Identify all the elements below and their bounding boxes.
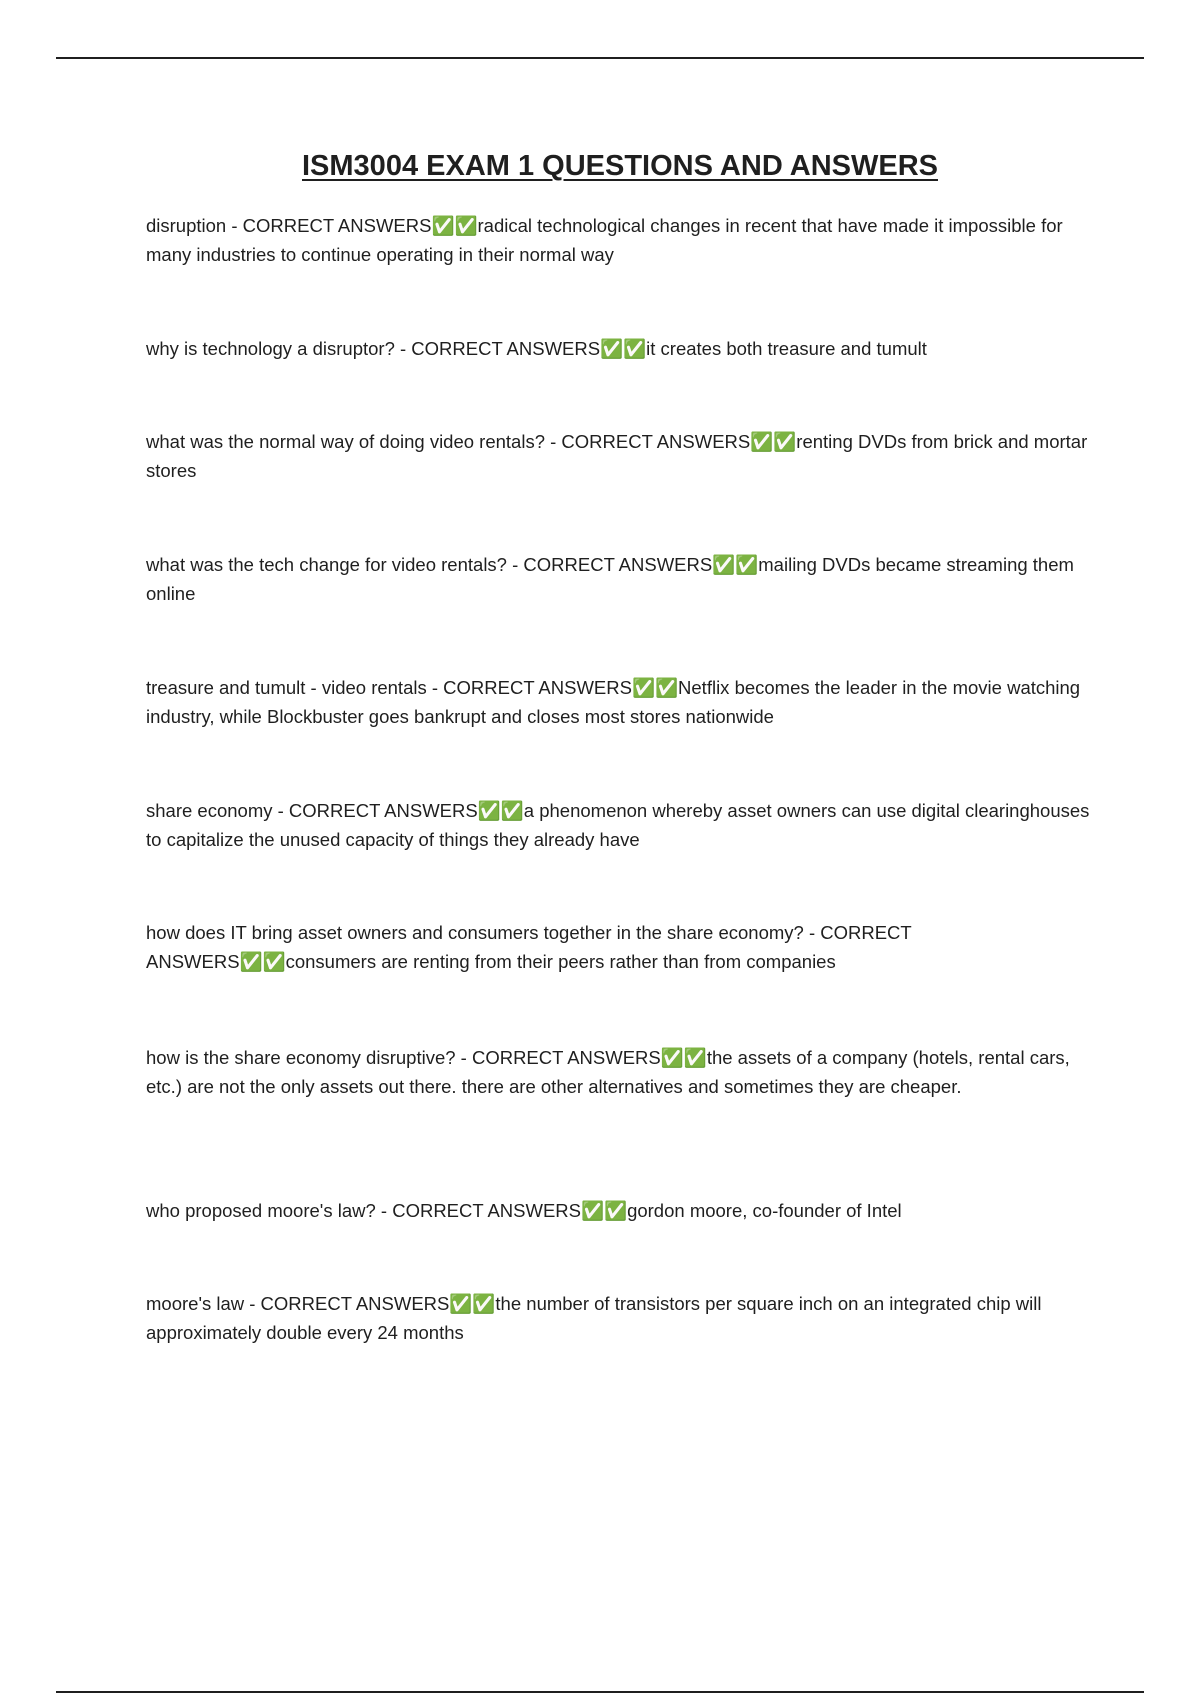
qa-item-normal-video-rentals: what was the normal way of doing video rentals? - CORRECT ANSWERS✅✅renting DVDs from brick and mortar stores	[146, 431, 1088, 481]
qa-item-share-economy: share economy - CORRECT ANSWERS✅✅a phenomenon whereby asset owners can use digital clearinghouses to capitalize the unused capacity of things they already have	[146, 800, 1090, 850]
page-title: ISM3004 EXAM 1 QUESTIONS AND ANSWERS	[302, 150, 938, 182]
qa-item-it-brings-together: how does IT bring asset owners and consumers together in the share economy? - CORRECT ANSWERS✅✅consumers are renting from their peers rather than from companies	[146, 922, 912, 972]
qa-item-treasure-and-tumult: treasure and tumult - video rentals - CORRECT ANSWERS✅✅Netflix becomes the leader in the movie watching industry, while Blockbuster goes bankrupt and closes most stores nationwide	[146, 677, 1081, 727]
footer-rule	[56, 1691, 1144, 1693]
qa-item-tech-change-video-rentals: what was the tech change for video rentals? - CORRECT ANSWERS✅✅mailing DVDs became streaming them online	[146, 554, 1074, 604]
qa-item-moores-law-proposer: who proposed moore's law? - CORRECT ANSWERS✅✅gordon moore, co-founder of Intel	[146, 1200, 902, 1221]
qa-item-disruption: disruption - CORRECT ANSWERS✅✅radical technological changes in recent that have made it impossible for many industries to continue operating in their normal way	[146, 215, 1063, 265]
header-rule	[56, 57, 1144, 59]
qa-item-moores-law: moore's law - CORRECT ANSWERS✅✅the number of transistors per square inch on an integrated chip will approximately double every 24 months	[146, 1293, 1042, 1343]
qa-item-share-economy-disruptive: how is the share economy disruptive? - CORRECT ANSWERS✅✅the assets of a company (hotels, rental cars, etc.) are not the only assets out there. there are other alternatives and sometimes they are cheaper.	[146, 1047, 1070, 1097]
qa-item-technology-disruptor: why is technology a disruptor? - CORRECT ANSWERS✅✅it creates both treasure and tumult	[146, 338, 927, 359]
